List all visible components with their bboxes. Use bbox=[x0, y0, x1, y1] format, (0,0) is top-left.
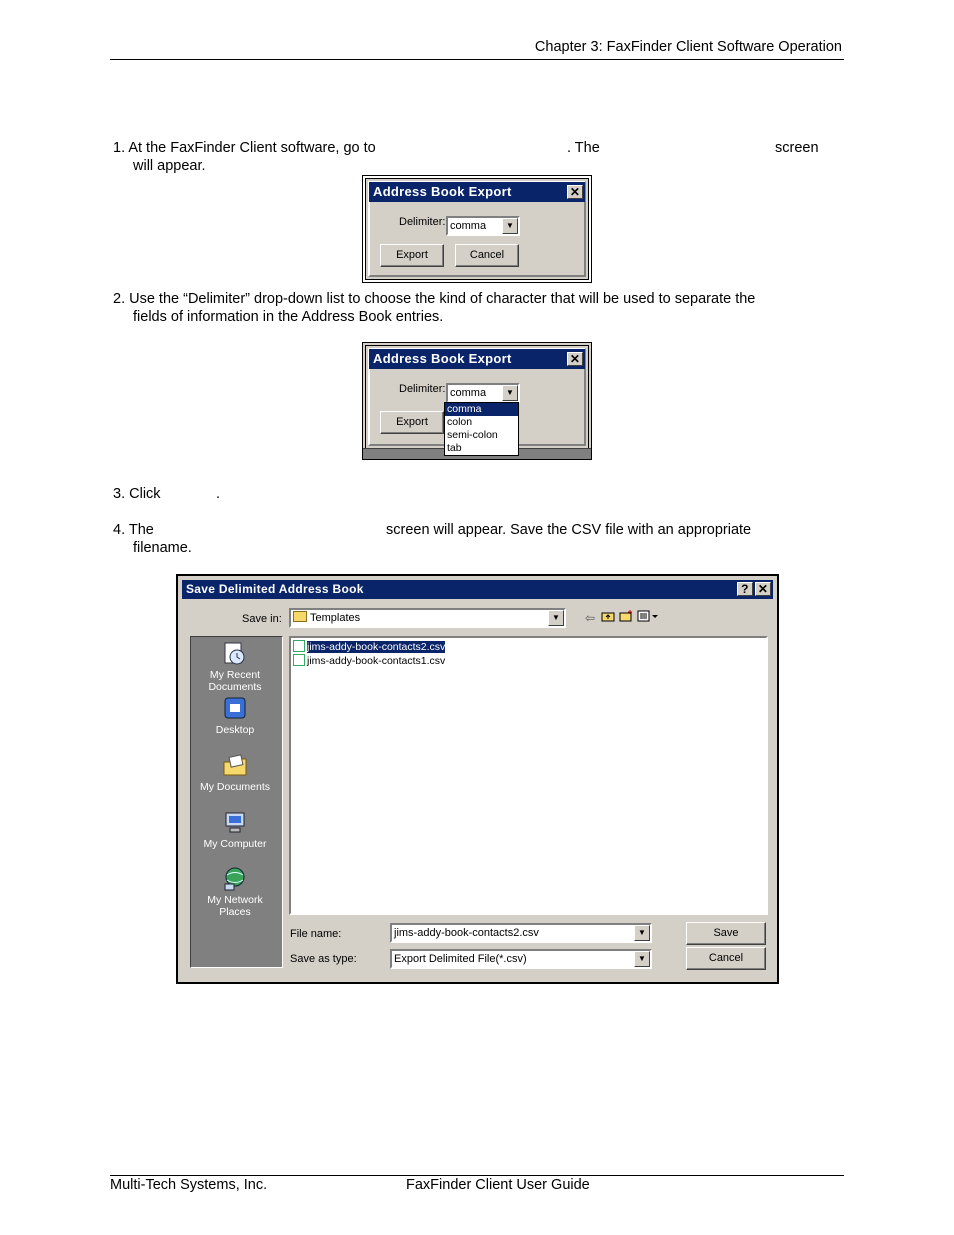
step2-text-b: fields of information in the Address Book entries. bbox=[133, 309, 444, 325]
place-desktop[interactable]: Desktop bbox=[191, 696, 279, 736]
close-icon[interactable]: ✕ bbox=[567, 352, 583, 366]
dialog2-frame bbox=[362, 342, 592, 460]
save-in-select[interactable] bbox=[289, 608, 566, 628]
places-bar bbox=[190, 636, 283, 968]
close-icon[interactable]: ✕ bbox=[567, 185, 583, 199]
save-dialog-frame bbox=[176, 574, 779, 984]
list-item[interactable]: jims-addy-book-contacts2.csv bbox=[293, 640, 445, 654]
save-in-value: Templates bbox=[310, 612, 361, 624]
desktop-icon bbox=[221, 696, 249, 722]
save-button[interactable]: Save bbox=[686, 922, 766, 945]
chevron-down-icon[interactable]: ▼ bbox=[548, 610, 564, 626]
place-my-recent-documents[interactable]: My Recent Documents bbox=[191, 641, 279, 693]
step1-text-a: 1. At the FaxFinder Client software, go to bbox=[113, 140, 376, 156]
view-menu-icon[interactable] bbox=[636, 610, 660, 626]
list-item[interactable]: jims-addy-book-contacts1.csv bbox=[293, 654, 445, 668]
close-icon[interactable]: ✕ bbox=[755, 582, 771, 596]
chevron-down-icon[interactable]: ▼ bbox=[634, 925, 650, 941]
file-name-input[interactable] bbox=[390, 923, 652, 943]
step1-text-d: will appear. bbox=[133, 158, 206, 174]
option-tab[interactable]: tab bbox=[447, 442, 462, 454]
dialog2-titlebar bbox=[369, 349, 585, 369]
delimiter-value: comma bbox=[450, 220, 487, 232]
step4-text-a: 4. The bbox=[113, 522, 154, 538]
network-places-icon bbox=[221, 866, 249, 892]
place-my-network-places[interactable]: My Network Places bbox=[191, 866, 279, 918]
option-comma[interactable]: comma bbox=[445, 403, 518, 416]
chapter-header: Chapter 3: FaxFinder Client Software Operation bbox=[534, 39, 842, 55]
option-colon[interactable]: colon bbox=[447, 416, 473, 428]
dialog1-frame bbox=[362, 175, 592, 283]
back-icon[interactable]: ⇦ bbox=[584, 611, 596, 625]
export-button[interactable]: Export bbox=[380, 244, 444, 267]
step3-text-b: . bbox=[216, 486, 221, 502]
place-my-computer[interactable]: My Computer bbox=[191, 810, 279, 850]
dialog1-title: Address Book Export bbox=[373, 184, 512, 199]
chevron-down-icon[interactable]: ▼ bbox=[502, 218, 518, 234]
help-icon[interactable]: ? bbox=[737, 582, 753, 596]
place-my-documents[interactable]: My Documents bbox=[191, 753, 279, 793]
footer-rule bbox=[110, 1175, 844, 1176]
save-in-label: Save in: bbox=[242, 613, 282, 625]
csv-file-icon bbox=[293, 640, 305, 652]
step4-text-b: screen will appear. Save the CSV file with an appropriate bbox=[386, 522, 752, 538]
cancel-button[interactable]: Cancel bbox=[686, 947, 766, 970]
delimiter-label: Delimiter: bbox=[399, 216, 446, 228]
my-computer-icon bbox=[221, 810, 249, 836]
file-list[interactable] bbox=[289, 636, 768, 915]
chevron-down-icon[interactable]: ▼ bbox=[502, 385, 518, 401]
footer-company: Multi-Tech Systems, Inc. bbox=[110, 1177, 268, 1193]
chevron-down-icon[interactable]: ▼ bbox=[634, 951, 650, 967]
header-rule bbox=[110, 59, 844, 60]
step4-text-c: filename. bbox=[133, 540, 192, 556]
delimiter-options-list bbox=[444, 402, 519, 456]
delimiter-select[interactable] bbox=[446, 216, 520, 236]
delimiter-select[interactable] bbox=[446, 383, 520, 403]
dialog1-titlebar bbox=[369, 182, 585, 202]
new-folder-icon[interactable] bbox=[618, 610, 634, 626]
step2-text-a: 2. Use the “Delimiter” drop-down list to choose the kind of character that will be used to separate the bbox=[113, 291, 756, 307]
cancel-button[interactable]: Cancel bbox=[455, 244, 519, 267]
save-type-value: Export Delimited File(*.csv) bbox=[394, 953, 527, 965]
delimiter-label: Delimiter: bbox=[399, 383, 446, 395]
footer-guide: FaxFinder Client User Guide bbox=[406, 1177, 590, 1193]
save-dialog-titlebar bbox=[182, 580, 773, 599]
save-type-select[interactable] bbox=[390, 949, 652, 969]
step1-text-c: screen bbox=[775, 140, 819, 156]
delimiter-value: comma bbox=[450, 387, 487, 399]
export-button[interactable]: Export bbox=[380, 411, 444, 434]
dialog2-title: Address Book Export bbox=[373, 351, 512, 366]
option-semi-colon[interactable]: semi-colon bbox=[447, 429, 498, 441]
my-documents-icon bbox=[221, 753, 249, 779]
file-name-value: jims-addy-book-contacts2.csv bbox=[394, 927, 539, 939]
recent-documents-icon bbox=[221, 641, 249, 667]
dialog1-window bbox=[365, 178, 589, 280]
up-folder-icon[interactable] bbox=[600, 610, 616, 626]
step1-text-b: . The bbox=[567, 140, 600, 156]
csv-file-icon bbox=[293, 654, 305, 666]
toolbar bbox=[582, 610, 672, 626]
file-name-label: File name: bbox=[290, 928, 342, 940]
folder-icon bbox=[293, 611, 307, 622]
save-type-label: Save as type: bbox=[290, 953, 357, 965]
save-dialog-title: Save Delimited Address Book bbox=[186, 582, 364, 596]
step3-text-a: 3. Click bbox=[113, 486, 161, 502]
